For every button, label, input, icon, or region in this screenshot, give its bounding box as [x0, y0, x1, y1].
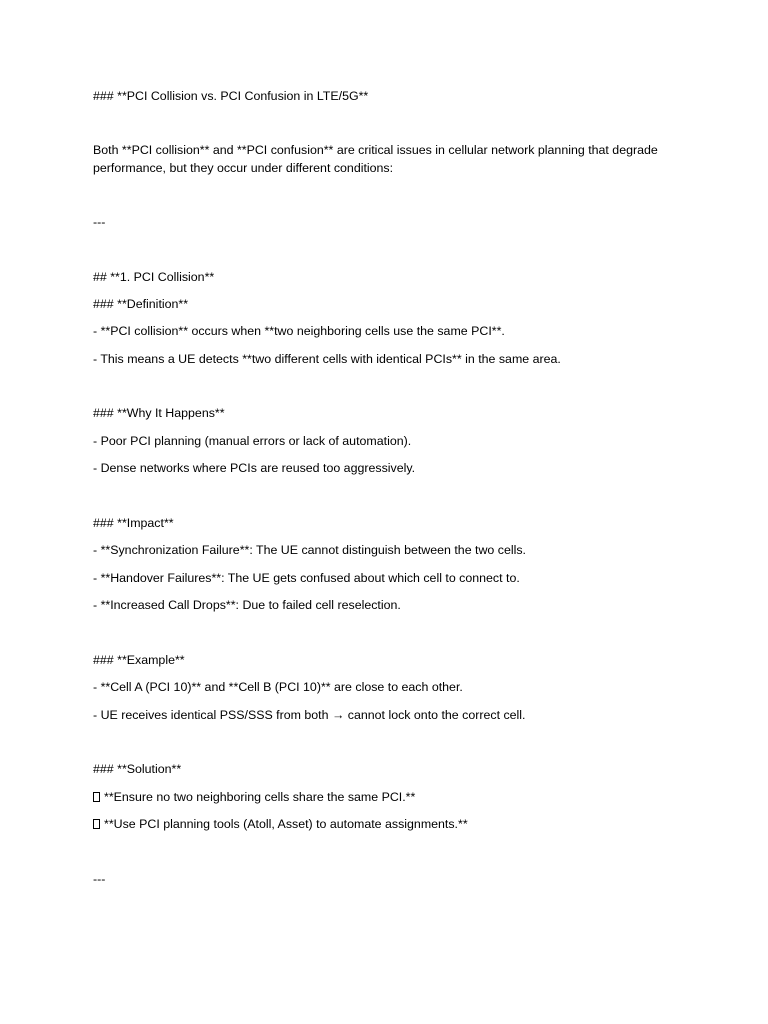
list-item: - Dense networks where PCIs are reused too aggressively. [93, 461, 416, 475]
separator: --- [93, 215, 106, 229]
separator: --- [93, 872, 106, 886]
solution-heading: ### **Solution** [93, 762, 182, 776]
solution-text: **Ensure no two neighboring cells share the same PCI.** [104, 790, 416, 804]
missing-glyph-icon [93, 792, 100, 802]
solution-text: **Use PCI planning tools (Atoll, Asset) to automate assignments.** [104, 817, 468, 831]
missing-glyph-icon [93, 819, 100, 829]
list-item: - **Handover Failures**: The UE gets confused about which cell to connect to. [93, 571, 520, 585]
section-heading: ## **1. PCI Collision** [93, 270, 215, 284]
list-item: - UE receives identical PSS/SSS from both → cannot lock onto the correct cell. [93, 708, 526, 722]
example-heading: ### **Example** [93, 653, 185, 667]
list-item: - **Cell A (PCI 10)** and **Cell B (PCI 10)** are close to each other. [93, 680, 463, 694]
solution-item [93, 788, 693, 806]
list-item: - Poor PCI planning (manual errors or lack of automation). [93, 434, 412, 448]
list-item: - **PCI collision** occurs when **two neighboring cells use the same PCI**. [93, 324, 505, 338]
list-item: - **Synchronization Failure**: The UE cannot distinguish between the two cells. [93, 543, 526, 557]
why-heading: ### **Why It Happens** [93, 406, 225, 420]
document-title: ### **PCI Collision vs. PCI Confusion in LTE/5G** [93, 89, 369, 103]
intro-paragraph: Both **PCI collision** and **PCI confusion** are critical issues in cellular network planning that degrade performance, but they occur under different conditions: [93, 143, 662, 175]
list-item: - **Increased Call Drops**: Due to failed cell reselection. [93, 598, 401, 612]
impact-heading: ### **Impact** [93, 516, 174, 530]
definition-heading: ### **Definition** [93, 297, 189, 311]
list-item: - This means a UE detects **two different cells with identical PCIs** in the same area. [93, 352, 561, 366]
solution-item [93, 815, 693, 833]
